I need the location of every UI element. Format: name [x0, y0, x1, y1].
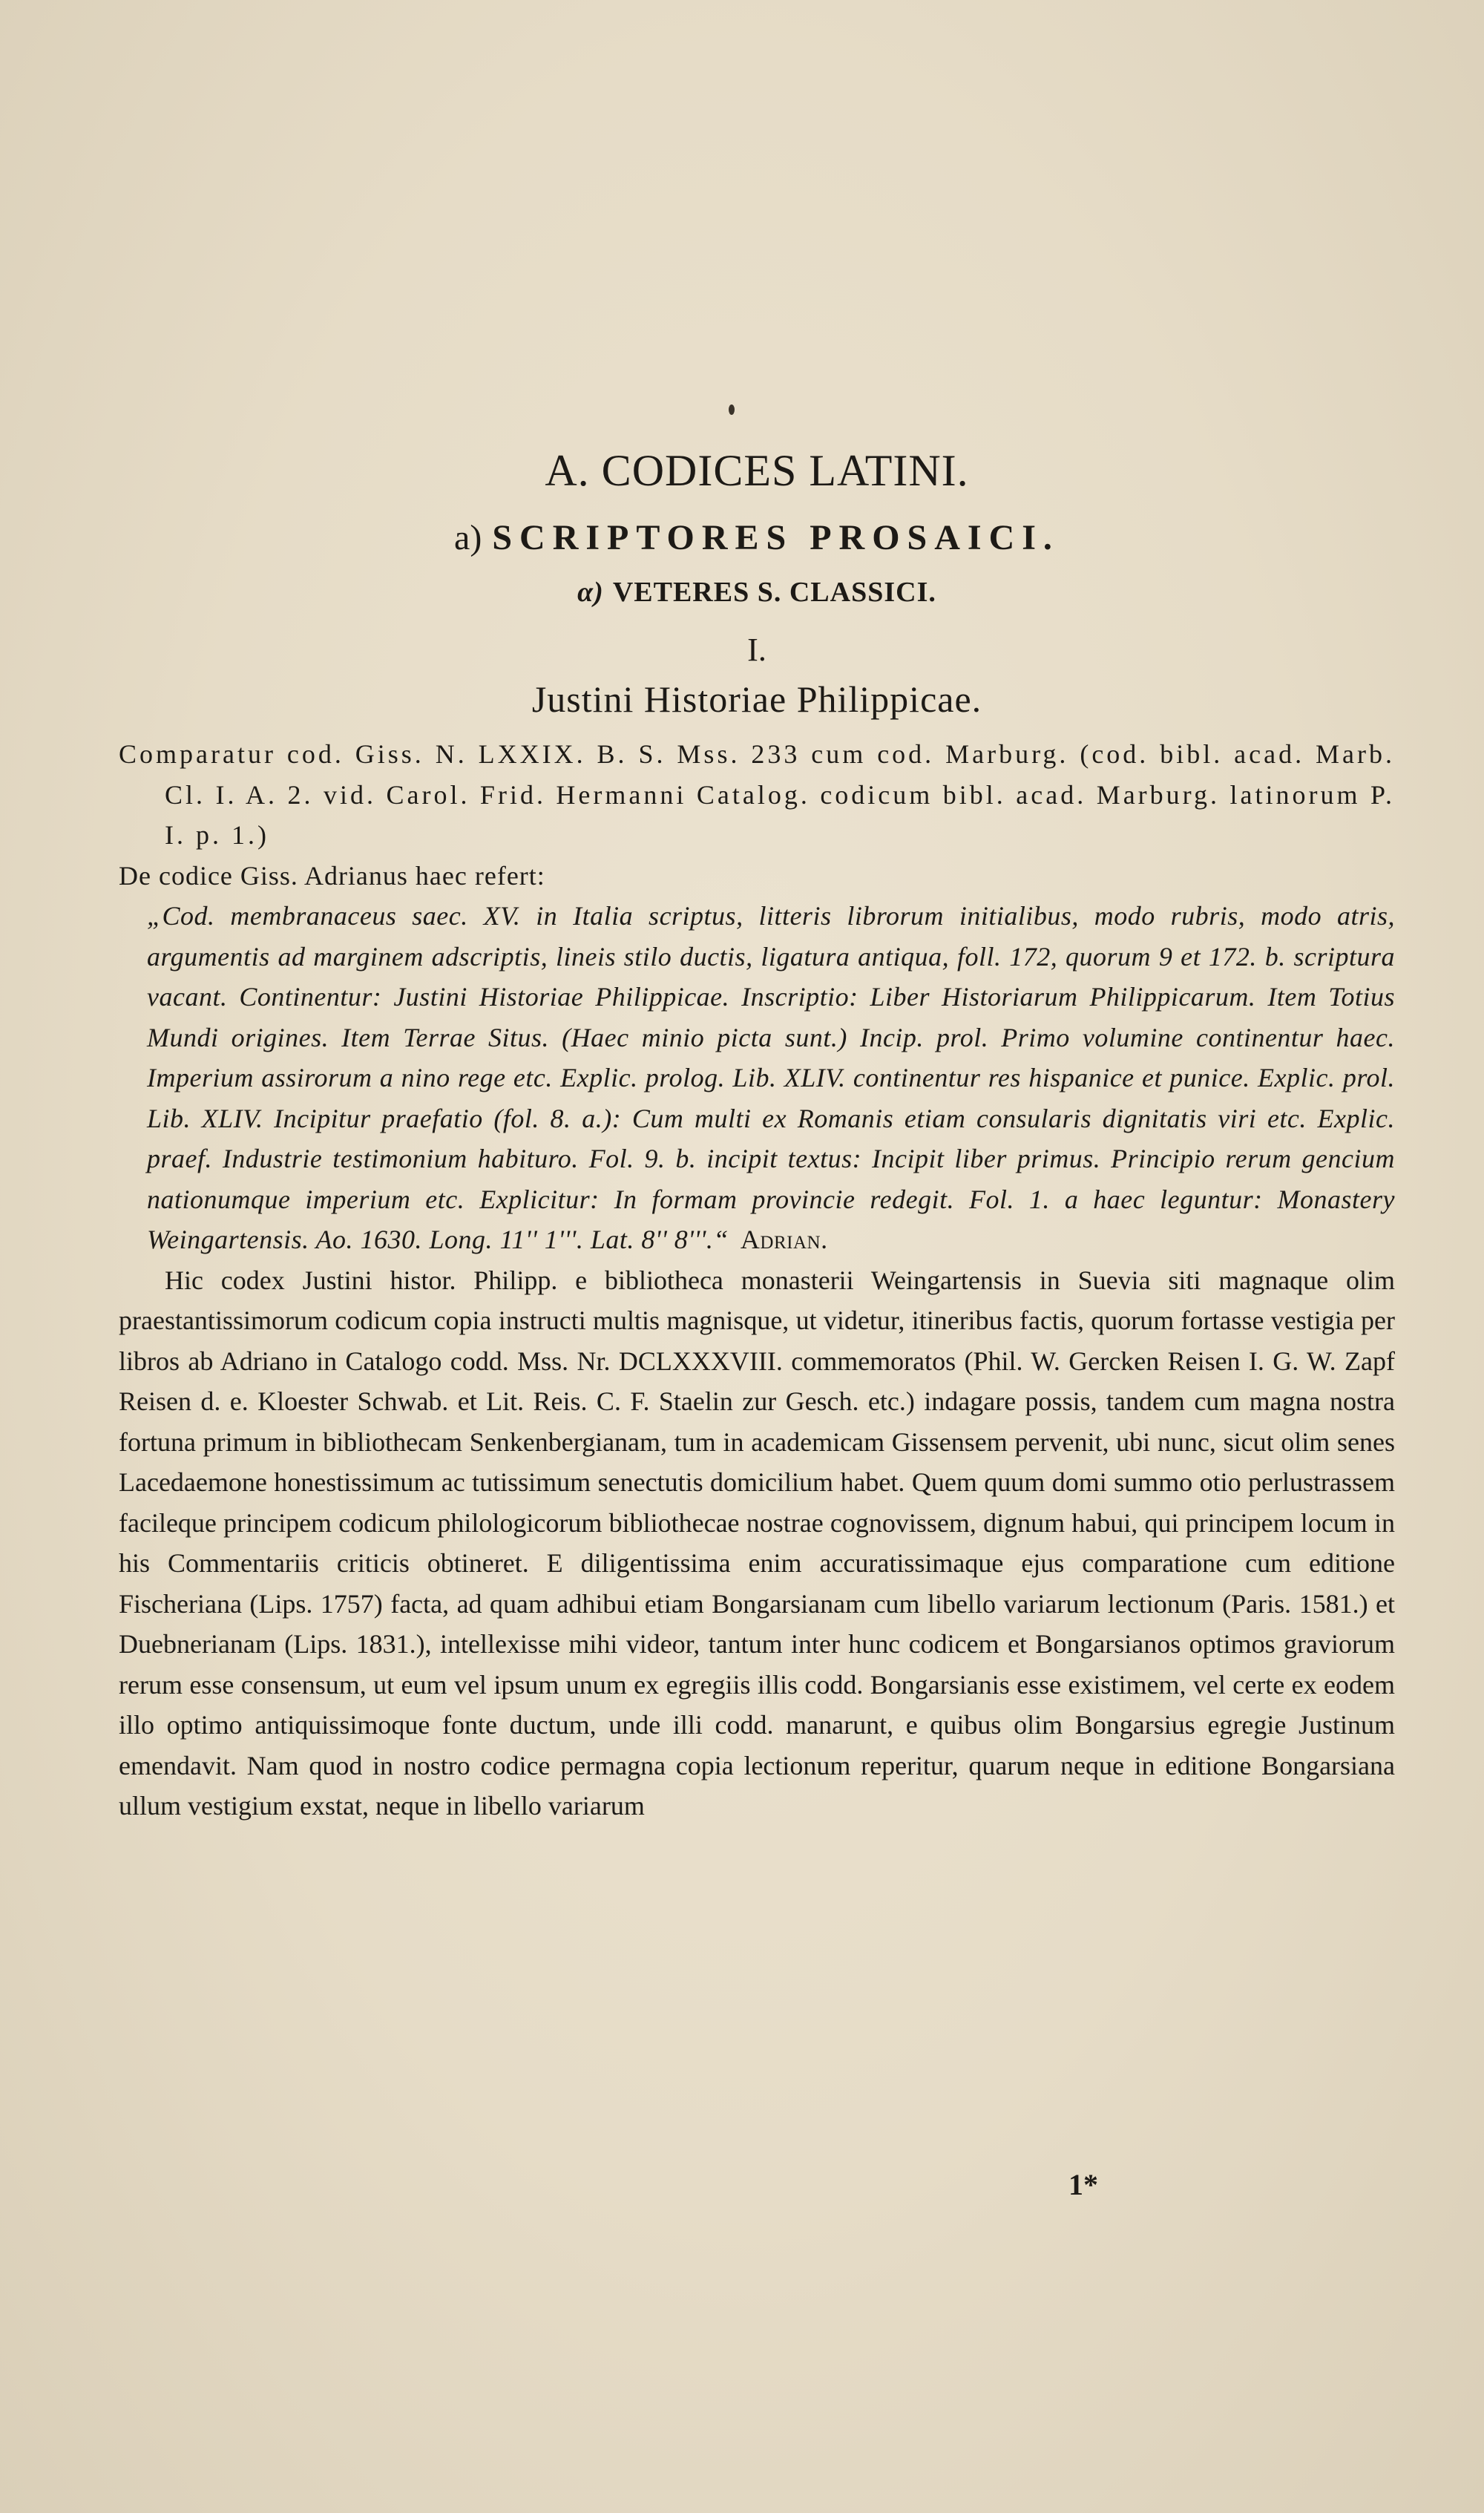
section-heading-codices: A. CODICES LATINI.	[545, 446, 969, 495]
ink-speck-mark	[729, 404, 735, 415]
subsubsection-heading-veteres	[119, 576, 1395, 609]
subsubsection-letter: α)	[577, 577, 604, 608]
subsection-letter: a)	[454, 518, 482, 557]
chapter-number: I.	[747, 632, 766, 668]
paragraph-body: Hic codex Justini histor. Philipp. e bibliotheca monasterii Weingartensis in Suevia siti magnaque olim praestantissimorum codicum copia instructi multis magnisque, ut videtur, itineribus factis, quorum fortasse vestigia per libros ab Adriano in Catalogo codd. Mss. Nr. DCLXXXVIII. commemoratos (Phil. W. Gercken Reisen I. G. W. Zapf Reisen d. e. Kloester Schwab. et Lit. Reis. C. F. Staelin zur Gesch. etc.) indagare possis, tandem cum magna nostra fortuna primum in bibliothecam Senkenbergianam, tum in academicam Gissensem pervenit, ubi nunc, sicut olim senes Lacedaemone honestissimum ac tutissimum senectutis domicilium habet. Quem quum domi summo otio perlustrassem facileque principem codicum philologicorum bibliothecae nostrae cognovissem, dignum habui, qui principem locum in his Commentariis criticis obtineret. E diligentissima enim accuratissimaque ejus comparatione cum editione Fischeriana (Lips. 1757) facta, ad quam adhibui etiam Bongarsianam cum libello variarum lectionum (Paris. 1581.) et Duebnerianam (Lips. 1831.), intellexisse mihi videor, tantum inter hunc codicem et Bongarsianos optimos graviorum rerum esse consensum, ut eum vel ipsum unum ex egregiis illis codd. Bongarsianis esse existimem, vel certe ex eodem illo optimo antiquissimoque fonte ductum, unde illi codd. manarunt, e quibus olim Bongarsius egregie Justinum emendavit. Nam quod in nostro codice permagna copia lectionum reperitur, quarum neque in editione Bongarsiana ullum vestigium exstat, neque in libello variarum	[119, 1265, 1395, 1821]
printer-signature-mark: 1*	[1068, 2168, 1098, 2201]
paragraph-de-codice: De codice Giss. Adrianus haec refert:	[119, 860, 545, 891]
page-text-block	[119, 445, 1395, 1826]
paragraph-comparatur: Comparatur cod. Giss. N. LXXIX. B. S. Mss. 233 cum cod. Marburg. (cod. bibl. acad. Marb. Cl. I. A. 2. vid. Carol. Frid. Hermanni Catalog. codicum bibl. acad. Marburg. latinorum P. I. p. 1.)	[119, 739, 1395, 850]
subsection-title: SCRIPTORES PROSAICI.	[492, 518, 1060, 557]
subsubsection-title: VETERES S. CLASSICI.	[612, 577, 936, 608]
quote-signature: Adrian.	[740, 1225, 828, 1254]
subsection-heading-scriptores	[119, 517, 1395, 558]
paragraph-quote-adrian	[119, 896, 1395, 1260]
quote-text: „Cod. membranaceus saec. XV. in Italia scriptus, litteris librorum initialibus, modo rubris, modo atris, argumentis ad marginem adscriptis, lineis stilo ductis, ligatura antiqua, foll. 172, quorum 9 et 172. b. scriptura vacant. Continentur: Justini Historiae Philippicae. Inscriptio: Liber Historiarum Philippicarum. Item Totius Mundi origines. Item Terrae Situs. (Haec minio picta sunt.) Incip. prol. Primo volumine continentur haec. Imperium assirorum a nino rege etc. Explic. prolog. Lib. XLIV. continentur res hispanice et punice. Explic. prol. Lib. XLIV. Incipitur praefatio (fol. 8. a.): Cum multi ex Romanis etiam consularis dignitatis viri etc. Explic. praef. Industrie testimonium habituro. Fol. 9. b. incipit textus: Incipit liber primus. Principio rerum gencium nationumque imperium etc. Explicitur: In formam provincie redegit. Fol. 1. a haec leguntur: Monastery Weingartensis. Ao. 1630. Long. 11'' 1'''. Lat. 8'' 8'''.“	[147, 901, 1395, 1254]
work-title: Justini Historiae Philippicae.	[531, 678, 982, 720]
